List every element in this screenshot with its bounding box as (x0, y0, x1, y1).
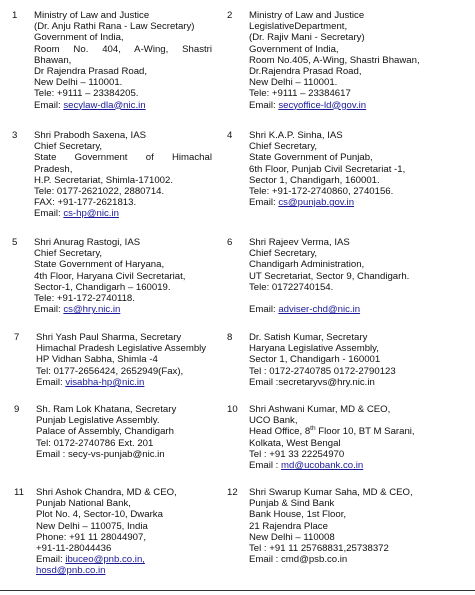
entry-number: 7 (14, 332, 20, 343)
address-block (249, 404, 415, 471)
address-line: Dr. Satish Kumar, Secretary (249, 332, 368, 343)
address-line: Punjab & Sind Bank (249, 498, 335, 510)
email-label: Email: (36, 554, 66, 566)
superscript: th (310, 425, 316, 433)
entry-1 (12, 10, 237, 111)
address-block (249, 237, 409, 315)
address-line: Chandigarh Administration, (249, 259, 365, 271)
address-line: Shri Prabodh Saxena, IAS (34, 130, 146, 141)
address-line: State Government of Himachal (34, 152, 212, 164)
line-text: Department, (294, 21, 348, 33)
address-line: Punjab Legislative Assembly. (36, 415, 160, 427)
address-line (36, 554, 177, 565)
address-line: State Government of Punjab, (249, 152, 373, 164)
address-line: Tele: +9111 – 23384205. (34, 88, 139, 100)
entry-11 (14, 487, 239, 577)
address-line: Shri Yash Paul Sharma, Secretary (36, 332, 182, 343)
entry-number: 4 (227, 130, 233, 141)
address-line: Sh. Ram Lok Khatana, Secretary (36, 404, 177, 415)
line-text: Legislative (249, 21, 295, 33)
email-link[interactable]: cs@punjab.gov.in (278, 197, 355, 209)
address-line: Kolkata, West Bengal (249, 437, 341, 449)
address-line: Chief Secretary, (249, 141, 318, 153)
address-line (249, 304, 409, 315)
address-line: New Delhi – 110001. (34, 77, 123, 89)
address-line: Shri Ashok Chandra, MD & CEO, (36, 487, 177, 498)
entry-8 (227, 332, 452, 388)
address-line: Sector 1, Chandigarh, 160001. (249, 174, 380, 186)
address-line: UT Secretariat, Sector 9, Chandigarh. (249, 270, 410, 282)
address-line: Tel : 0172-2740785 0172-2790123 (249, 365, 396, 377)
entry-number: 5 (12, 237, 18, 248)
address-line (36, 565, 177, 576)
entry-number: 12 (227, 487, 238, 498)
email-link[interactable]: ibuceo@pnb.co.in, (65, 554, 145, 566)
address-line: State Government of Haryana, (34, 259, 165, 271)
address-line: Room No.405, A-Wing, Shastri Bhawan, (249, 54, 420, 66)
entry-number: 8 (227, 332, 233, 343)
email-link[interactable]: cs@hry.nic.in (63, 304, 121, 316)
address-block (36, 487, 177, 577)
address-block (249, 130, 405, 208)
entry-10 (227, 404, 452, 471)
email-label: Email: (34, 208, 64, 220)
email-label: Email: (249, 197, 279, 209)
email-link[interactable]: hosd@pnb.co.in (36, 565, 106, 577)
email-label: Email: (249, 304, 279, 316)
address-line: Tele: +9111 – 23384617 (249, 88, 351, 100)
address-line: Email : cmd@psb.co.in (249, 554, 348, 566)
email-label: Email : (249, 460, 281, 472)
email-link[interactable]: secylaw-dla@nic.in (63, 99, 146, 111)
entry-number: 9 (14, 404, 20, 415)
address-line: Dr.Rajendra Prasad Road, (249, 66, 362, 78)
address-line (249, 460, 415, 471)
address-block (249, 487, 413, 565)
entry-9 (14, 404, 239, 460)
address-line: Pradesh, (34, 163, 73, 175)
address-line: 21 Rajendra Place (249, 520, 328, 532)
address-line: Email :secretaryvs@hry.nic.in (249, 376, 375, 388)
address-line: Phone: +91 11 28044907, (36, 531, 146, 543)
address-line: +91-11-28044436 (36, 543, 112, 555)
entry-5 (12, 237, 237, 315)
address-line: Room No. 404, A-Wing, Shastri (34, 43, 212, 55)
address-line: New Delhi – 110008 (249, 531, 335, 543)
address-line: Tel : +91 33 22254970 (249, 448, 345, 460)
address-line (249, 426, 415, 437)
address-block (249, 10, 439, 111)
address-block (249, 332, 396, 388)
line-text: Floor 10, BT M Sarani, (315, 426, 415, 438)
address-line: HP Vidhan Sabha, Shimla -4 (36, 354, 158, 366)
entry-3 (12, 130, 237, 220)
email-link[interactable]: cs-hp@nic.in (63, 208, 119, 220)
address-line (34, 100, 212, 111)
email-label: Email: (249, 99, 279, 111)
address-line: Tel : +91 11 25768831,25738372 (249, 543, 389, 555)
address-line: Email : secy-vs-punjab@nic.in (36, 448, 165, 460)
address-line: Shri Ashwani Kumar, MD & CEO, (249, 404, 391, 415)
address-line (34, 208, 212, 219)
bottom-rule (0, 590, 475, 591)
entry-number: 6 (227, 237, 233, 248)
address-line: Chief Secretary, (249, 248, 318, 260)
address-line (36, 377, 206, 388)
entry-12 (227, 487, 452, 565)
address-line: Punjab National Bank, (36, 498, 131, 510)
address-line: Palace of Assembly, Chandigarh (36, 426, 174, 438)
entry-2 (227, 10, 452, 111)
email-link[interactable]: secyoffice-ld@gov.in (278, 99, 367, 111)
address-line: Tele: +91-172-2740118. (34, 293, 135, 305)
email-label: Email: (34, 99, 64, 111)
address-line: Tel: 0177-2656424, 2652949(Fax), (36, 365, 184, 377)
address-line (34, 304, 185, 315)
address-line (249, 293, 409, 304)
entry-number: 11 (14, 487, 24, 498)
address-block (34, 237, 185, 315)
address-line: Himachal Pradesh Legislative Assembly (36, 343, 207, 355)
email-label: Email: (34, 304, 64, 316)
address-line: Shri K.A.P. Sinha, IAS (249, 130, 343, 141)
address-line: 6th Floor, Punjab Civil Secretariat -1, (249, 163, 406, 175)
address-line: Shri Swarup Kumar Saha, MD & CEO, (249, 487, 413, 498)
address-block (34, 10, 212, 111)
entry-number: 2 (227, 10, 233, 21)
entry-7 (14, 332, 239, 388)
address-line: New Delhi – 110001. (249, 77, 338, 89)
address-line: Sector-1, Chandigarh – 160019. (34, 281, 171, 293)
address-line: Ministry of Law and Justice (249, 10, 365, 21)
entry-number: 3 (12, 130, 18, 141)
email-link[interactable]: visabha-hp@nic.in (65, 376, 145, 388)
address-line: Tel: 0172-2740786 Ext. 201 (36, 437, 154, 449)
address-line: Bhawan, (34, 54, 72, 66)
address-line: Plot No. 4, Sector-10, Dwarka (36, 509, 163, 521)
email-link[interactable]: adviser-chd@nic.in (278, 304, 361, 316)
address-line: Shri Anurag Rastogi, IAS (34, 237, 141, 248)
address-line: UCO Bank, (249, 415, 298, 427)
address-line: New Delhi – 110075, India (36, 520, 148, 532)
entry-4 (227, 130, 452, 208)
address-line: Shri Rajeev Verma, IAS (249, 237, 350, 248)
address-line: Tele: 0177-2621022, 2880714. (34, 186, 165, 198)
address-line (249, 100, 439, 111)
entry-6 (227, 237, 452, 315)
address-line: H.P. Secretariat, Shimla-171002. (34, 174, 174, 186)
address-line: Tele: +91-172-2740860, 2740156. (249, 186, 394, 198)
line-text: Head Office, 8 (249, 426, 311, 438)
address-line (249, 21, 439, 32)
address-line: (Dr. Rajiv Mani - Secretary) (249, 32, 365, 44)
address-line: Sector 1, Chandigarh - 160001 (249, 354, 381, 366)
address-line: Chief Secretary, (34, 141, 103, 153)
address-line: (Dr. Anju Rathi Rana - Law Secretary) (34, 21, 195, 33)
email-label: Email: (36, 376, 66, 388)
email-link[interactable]: md@ucobank.co.in (281, 460, 364, 472)
address-line: Dr Rajendra Prasad Road, (34, 66, 148, 78)
address-line (249, 197, 405, 208)
address-line: Chief Secretary, (34, 248, 103, 260)
address-line: FAX: +91-177-2621813. (34, 197, 137, 209)
address-line: Government of India, (249, 43, 339, 55)
address-line: 4th Floor, Haryana Civil Secretariat, (34, 270, 186, 282)
address-line: Haryana Legislative Assembly, (249, 343, 379, 355)
address-block (36, 404, 176, 460)
address-block (34, 130, 212, 220)
entry-number: 10 (227, 404, 238, 415)
address-block (36, 332, 206, 388)
address-line: Ministry of Law and Justice (34, 10, 150, 21)
address-line: Government of India, (34, 32, 124, 44)
address-line: Tele: 01722740154. (249, 281, 334, 293)
entry-number: 1 (12, 10, 18, 21)
address-line: Bank House, 1st Floor, (249, 509, 347, 521)
